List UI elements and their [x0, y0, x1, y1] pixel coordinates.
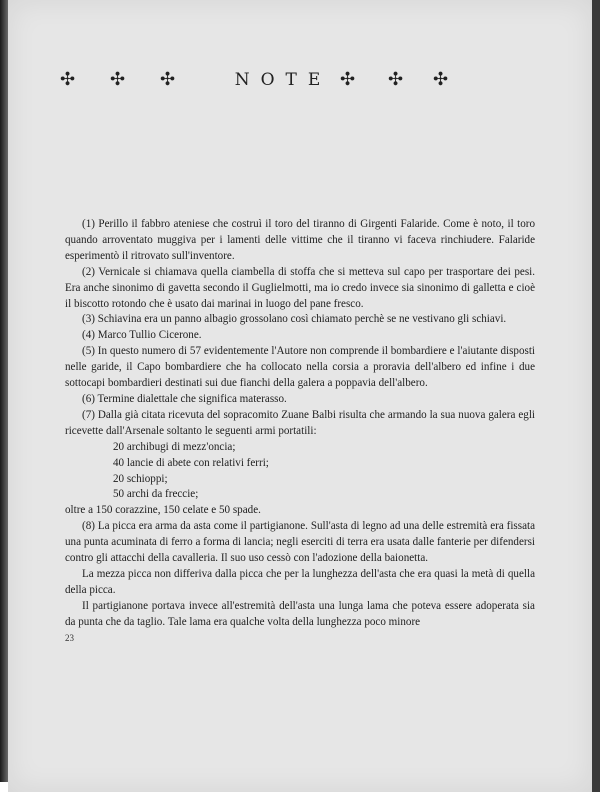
note-5: (5) In questo numero di 57 evidentemente l'Autore non comprende il bombardiere e l'aiutante disposti nelle garide, il Capo bombardiere che ha collocato nella corsia a proravia dell'albero ed infine i due sottocapi bombardieri destinati sui due fianchi della galera a poppavia dell'albero.	[65, 345, 535, 390]
fleuron-icon: ✣	[433, 69, 449, 90]
page-title: NOTE	[234, 70, 332, 90]
list-item: 40 lancie di abete con relativi ferri;	[113, 456, 269, 469]
note-8: (8) La picca era arma da asta come il partigianone. Sull'asta di legno ad una delle estremità era fissata una punta acuminata di ferro a forma di lancia; negli eserciti di terra era usata dalle fanterie per difendersi contro gli attacchi della cavalleria. Il suo uso cessò con l'adozione della baionetta.	[65, 520, 535, 565]
note-3: (3) Schiavina era un panno albagio grossolano così chiamato perchè se ne vestivano gli schiavi.	[82, 313, 507, 326]
fleuron-icon: ✣	[388, 69, 404, 90]
list-item: 50 archi da freccie;	[113, 488, 199, 501]
note-2: (2) Vernicale si chiamava quella ciambella di stoffa che si metteva sul capo per trasportare dei pesi. Era anche sinonimo di gavetta secondo il Guglielmotti, ma io credo invece sia sinonimo di galletta e cioè il biscotto rotondo che è usato dai marinai in luogo del pane fresco.	[65, 265, 535, 310]
note-8-c: Il partigianone portava invece all'estremità dell'asta una lunga lama che poteva essere adoperata sia da punta che da taglio. Tale lama era qualche volta della lunghezza poco minore	[65, 599, 535, 628]
notes-body	[65, 217, 535, 631]
note-6: (6) Termine dialettale che significa materasso.	[82, 392, 287, 405]
fleuron-icon: ✣	[340, 69, 356, 90]
note-4: (4) Marco Tullio Cicerone.	[82, 329, 202, 342]
weapons-list	[65, 440, 535, 504]
fleuron-icon: ✣	[110, 69, 126, 90]
page-edge-shadow	[0, 0, 8, 792]
note-7: (7) Dalla già citata ricevuta del sopracomito Zuane Balbi risulta che armando la sua nuova galera egli ricevette dall'Arsenale soltanto le seguenti armi portatili:	[65, 408, 535, 437]
note-8-b: La mezza picca non differiva dalla picca che per la lunghezza dell'asta che era quasi la metà di quella della picca.	[65, 567, 535, 596]
fleuron-icon: ✣	[60, 69, 76, 90]
page-header	[8, 66, 592, 96]
note-7-tail: oltre a 150 corazzine, 150 celate e 50 spade.	[65, 504, 261, 517]
page-number: 23	[65, 633, 74, 643]
note-1: (1) Perillo il fabbro ateniese che costruì il toro del tiranno di Girgenti Falaride. Come è noto, il toro quando arroventato muggiva per i lamenti delle vittime che il tiranno vi faceva rinchiudere. Falaride esperimentò il ritrovato sull'inventore.	[65, 218, 535, 262]
list-item: 20 schioppi;	[113, 472, 168, 485]
corner-mark	[0, 782, 8, 792]
list-item: 20 archibugi di mezz'oncia;	[113, 440, 236, 453]
fleuron-icon: ✣	[160, 69, 176, 90]
document-page	[8, 0, 592, 792]
